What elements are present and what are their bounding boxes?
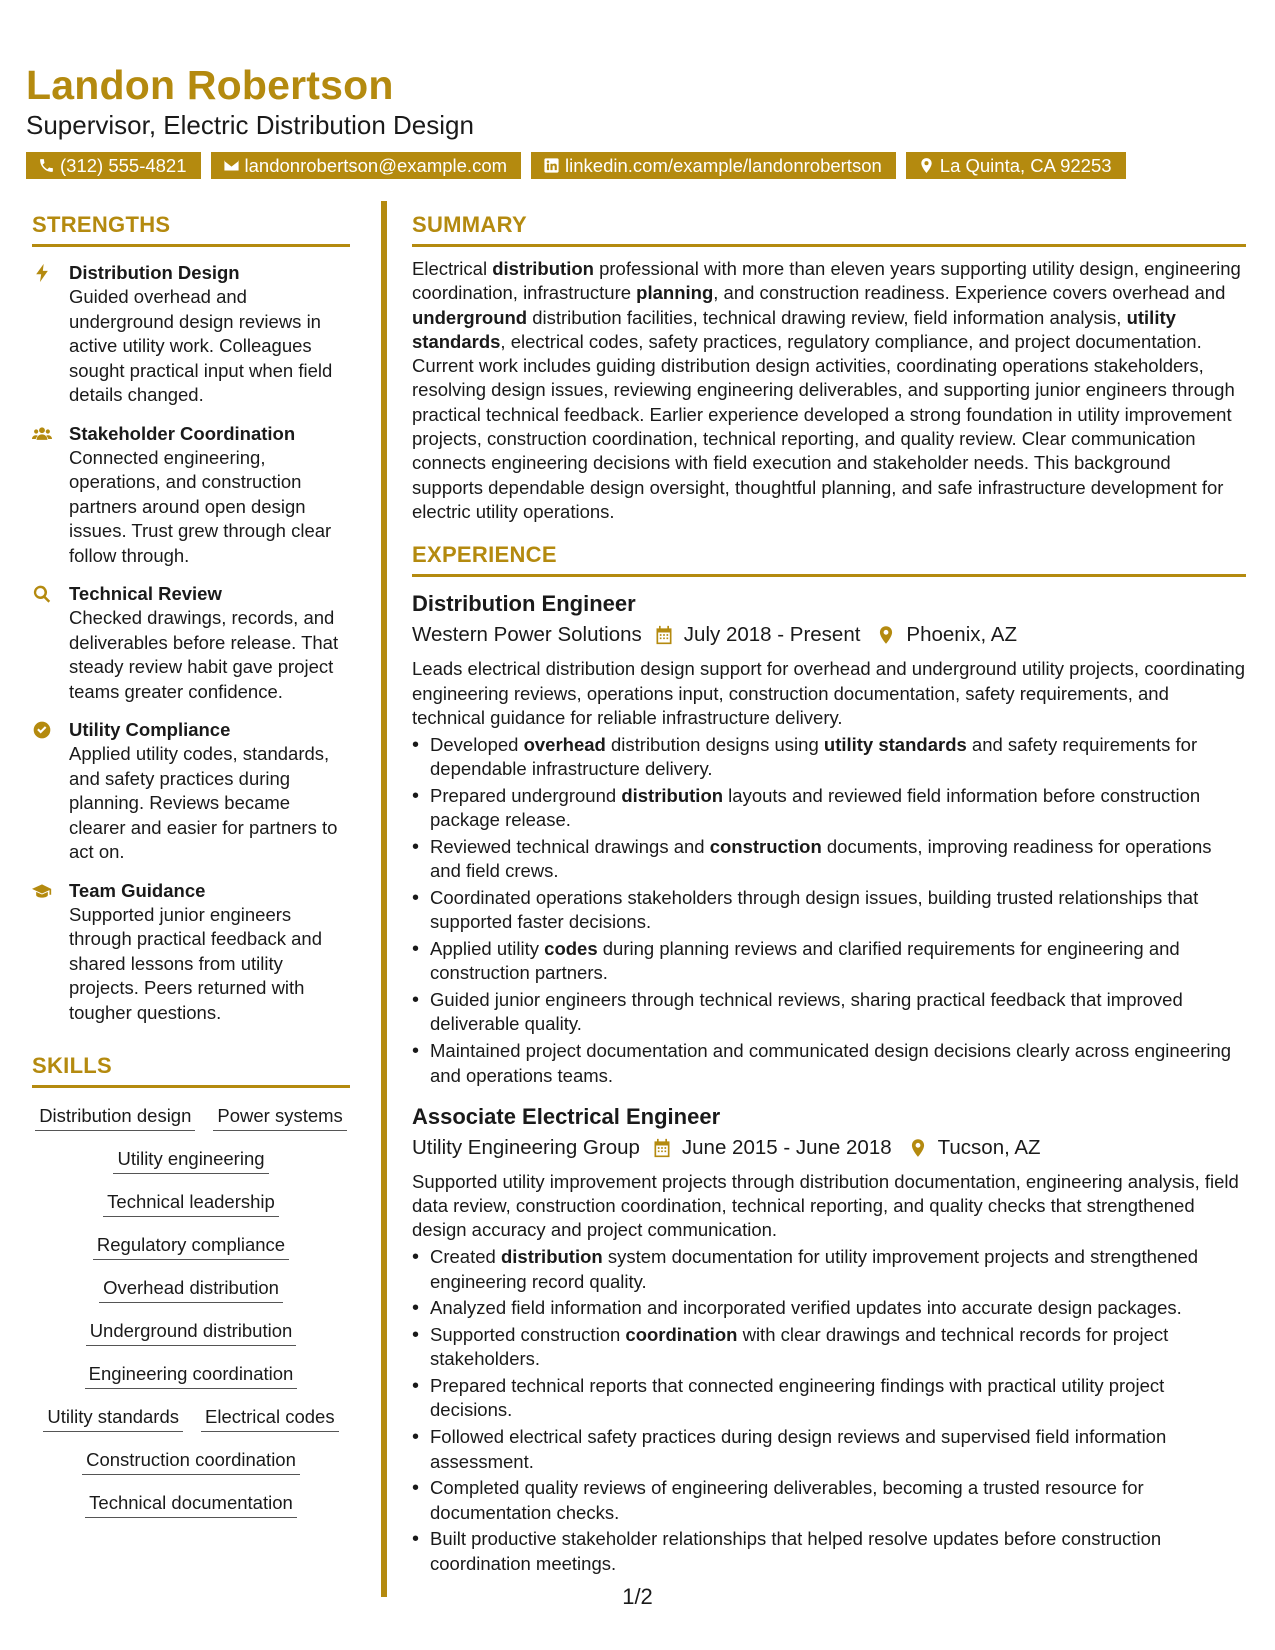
strength-desc: Checked drawings, records, and deliverables before release. That steady review habit gave project teams greater confidence.: [69, 607, 339, 702]
bullet-item: • Prepared underground distribution layouts and reviewed field information before construction package release.: [412, 784, 1246, 833]
strength-item: [32, 718, 350, 865]
job-meta: [412, 1133, 1246, 1163]
bold-keyword: utility standards: [823, 733, 967, 755]
job-entry: [412, 1102, 1246, 1576]
experience-heading: EXPERIENCE: [412, 542, 1246, 577]
bullet-item: • Supported construction coordination with clear drawings and technical records for project stakeholders.: [412, 1323, 1246, 1372]
strengths-heading: STRENGTHS: [32, 212, 350, 247]
skill-tag: Overhead distribution: [99, 1274, 283, 1303]
bullet-item: • Built productive stakeholder relationships that helped resolve updates before construction coordination meetings.: [412, 1527, 1246, 1576]
candidate-name: Landon Robertson: [26, 62, 394, 108]
bold-keyword: utility standards: [412, 306, 1176, 352]
bullet-item: • Coordinated operations stakeholders through design issues, building trusted relationships that supported faster decisions.: [412, 886, 1246, 935]
bullet-item: • Followed electrical safety practices during design reviews and supervised field information assessment.: [412, 1425, 1246, 1474]
skills-heading: SKILLS: [32, 1053, 350, 1088]
bold-keyword: distribution: [492, 258, 594, 279]
skill-tag: Utility standards: [43, 1403, 183, 1432]
envelope-icon: [223, 157, 240, 174]
search-icon: [32, 584, 52, 604]
job-location: Phoenix, AZ: [906, 623, 1017, 647]
strength-item: [32, 879, 350, 1026]
bold-keyword: overhead: [523, 733, 606, 755]
skill-tag: Engineering coordination: [85, 1360, 298, 1389]
bullet-item: • Maintained project documentation and communicated design decisions clearly across engineering and operations teams.: [412, 1039, 1246, 1088]
bullet-item: • Prepared technical reports that connected engineering findings with practical utility project decisions.: [412, 1374, 1246, 1423]
strength-item: [32, 261, 350, 408]
job-title: Distribution Engineer: [412, 591, 636, 617]
job-company: Utility Engineering Group: [412, 1135, 640, 1159]
skill-tag: Technical leadership: [103, 1188, 279, 1217]
skill-tag: Power systems: [213, 1102, 346, 1131]
calendar-icon: [654, 625, 674, 645]
map-pin-icon: [918, 157, 935, 174]
bold-keyword: construction: [709, 835, 822, 857]
skill-tag: Electrical codes: [201, 1403, 339, 1432]
job-meta: [412, 620, 1246, 650]
bullet-item: • Created distribution system documentation for utility improvement projects and strengthened engineering record quality.: [412, 1245, 1246, 1294]
graduation-cap-icon: [32, 881, 52, 901]
strength-title: Team Guidance: [69, 879, 206, 901]
strength-title: Utility Compliance: [69, 719, 231, 740]
job-title: Associate Electrical Engineer: [412, 1103, 721, 1129]
contact-email-text: landonrobertson@example.com: [244, 154, 508, 176]
summary-text: Electrical distribution professional with more than eleven years supporting utility design, engineering coordination, infrastructure planning, and construction readiness. Experience covers overhead and underground distribution facilities, technical drawing review, field information analysis, utility standards, electrical codes, safety practices, regulatory compliance, and project documentation. Current work includes guiding distribution design activities, coordinating operations stakeholders, resolving design issues, reviewing engineering deliverables, and supporting junior engineers through practical technical feedback. Earlier experience developed a strong foundation in utility improvement projects, construction coordination, technical reporting, and quality review. Clear communication connects engineering decisions with field execution and stakeholder needs. This background supports dependable design oversight, thoughtful planning, and safe infrastructure development for electric utility operations.: [412, 258, 1241, 522]
page-number: 1/2: [622, 1584, 653, 1609]
map-pin-icon: [876, 625, 896, 645]
contact-linkedin[interactable]: [531, 152, 896, 179]
left-column: [32, 212, 350, 1518]
bold-keyword: distribution: [621, 784, 724, 806]
job-company: Western Power Solutions: [412, 623, 642, 647]
job-description: Supported utility improvement projects through distribution documentation, engineering analysis, field data review, construction coordination, technical reporting, and quality checks that strengthened design accuracy and project communication.: [412, 1170, 1239, 1241]
map-pin-icon: [908, 1138, 928, 1158]
bullet-item: • Reviewed technical drawings and construction documents, improving readiness for operations and field crews.: [412, 835, 1246, 884]
right-column: [412, 212, 1246, 1576]
contact-email[interactable]: [211, 152, 522, 179]
job-entry: [412, 589, 1246, 1088]
skill-tag: Utility engineering: [113, 1145, 268, 1174]
bullet-item: • Analyzed field information and incorporated verified updates into accurate design packages.: [412, 1296, 1246, 1320]
linkedin-icon: [543, 157, 560, 174]
strength-title: Technical Review: [69, 583, 222, 604]
bullet-item: • Applied utility codes during planning reviews and clarified requirements for engineering and construction partners.: [412, 937, 1246, 986]
check-circle-icon: [32, 720, 52, 740]
phone-icon: [38, 157, 55, 174]
bolt-icon: [32, 263, 52, 283]
job-bullets: [412, 733, 1246, 1088]
strength-item: [32, 422, 350, 569]
column-divider: [381, 201, 387, 1597]
bold-keyword: distribution: [500, 1246, 603, 1268]
bold-keyword: underground: [412, 306, 528, 328]
calendar-icon: [652, 1138, 672, 1158]
bullet-item: • Guided junior engineers through technical reviews, sharing practical feedback that improved deliverable quality.: [412, 988, 1246, 1037]
bullet-item: • Developed overhead distribution designs using utility standards and safety requirements for dependable infrastructure delivery.: [412, 733, 1246, 782]
strength-desc: Guided overhead and underground design reviews in active utility work. Colleagues sought practical input when field details changed.: [69, 286, 333, 405]
skill-tag: Construction coordination: [82, 1446, 300, 1475]
job-bullets: [412, 1245, 1246, 1576]
job-description: Leads electrical distribution design support for overhead and underground utility projects, coordinating engineering reviews, operations input, construction documentation, safety requirements, and technical guidance for reliable infrastructure delivery.: [412, 658, 1246, 728]
bullet-item: • Completed quality reviews of engineering deliverables, becoming a trusted resource for documentation checks.: [412, 1476, 1246, 1525]
contact-phone-text: (312) 555-4821: [60, 154, 187, 176]
contact-bar: [26, 152, 1126, 179]
contact-phone[interactable]: [26, 152, 201, 179]
skills-list: [32, 1102, 350, 1518]
skill-tag: Distribution design: [35, 1102, 195, 1131]
job-location: Tucson, AZ: [937, 1135, 1041, 1159]
users-icon: [32, 424, 52, 444]
job-dates: July 2018 - Present: [683, 623, 861, 647]
contact-location[interactable]: [906, 152, 1126, 179]
candidate-title: Supervisor, Electric Distribution Design: [26, 110, 474, 140]
strength-item: [32, 582, 350, 704]
strength-desc: Supported junior engineers through practical feedback and shared lessons from utility projects. Peers returned with tougher questions.: [69, 903, 323, 1023]
bold-keyword: planning: [636, 282, 714, 304]
skill-tag: Technical documentation: [85, 1489, 297, 1518]
bold-keyword: coordination: [625, 1324, 738, 1346]
bold-keyword: codes: [544, 938, 598, 960]
contact-linkedin-text: linkedin.com/example/landonrobertson: [565, 154, 882, 176]
skill-tag: Regulatory compliance: [93, 1231, 289, 1260]
contact-location-text: La Quinta, CA 92253: [939, 154, 1112, 176]
summary-heading: SUMMARY: [412, 212, 1246, 247]
strength-desc: Applied utility codes, standards, and safety practices during planning. Reviews became clearer and easier for partners to act on.: [69, 743, 338, 862]
strength-title: Stakeholder Coordination: [69, 422, 296, 444]
job-dates: June 2015 - June 2018: [681, 1135, 892, 1159]
skill-tag: Underground distribution: [86, 1317, 297, 1346]
strength-desc: Connected engineering, operations, and construction partners around open design issues. Trust grew through clear follow through.: [69, 446, 332, 566]
strength-title: Distribution Design: [69, 262, 240, 283]
